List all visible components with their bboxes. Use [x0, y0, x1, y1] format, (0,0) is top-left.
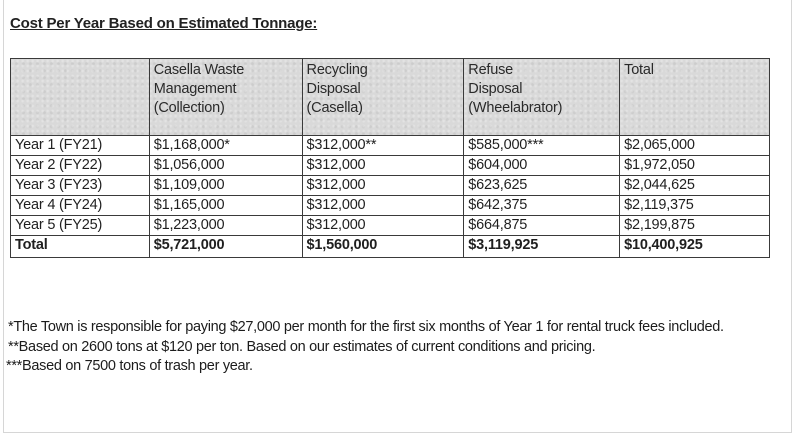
refuse-cost: $642,375 [464, 196, 620, 216]
header-line: Refuse [468, 62, 514, 78]
table-total-row [11, 236, 770, 258]
refuse-total: $3,119,925 [464, 236, 620, 258]
collection-total: $5,721,000 [149, 236, 302, 258]
recycling-cost: $312,000 [302, 216, 464, 236]
header-line: Management [153, 81, 237, 97]
year-total: $2,044,625 [620, 176, 770, 196]
header-line: Disposal [468, 81, 523, 97]
total-label: Total [11, 236, 150, 258]
header-line: (Wheelabrator) [468, 100, 563, 116]
collection-cost: $1,056,000 [149, 156, 302, 176]
header-line: Total [624, 62, 654, 78]
table-header-row [11, 59, 770, 136]
cost-table [10, 58, 770, 258]
row-label: Year 2 (FY22) [11, 156, 150, 176]
footnotes [6, 318, 786, 377]
footnote-2: **Based on 2600 tons at $120 per ton. Based on our estimates of current conditions and pricing. [8, 338, 596, 355]
recycling-cost: $312,000 [302, 196, 464, 216]
year-total: $2,065,000 [620, 136, 770, 156]
header-cell-recycling [302, 59, 464, 136]
header-line: Recycling [306, 62, 368, 78]
footnote-3: ***Based on 7500 tons of trash per year. [6, 358, 253, 374]
refuse-cost: $623,625 [464, 176, 620, 196]
refuse-cost: $585,000*** [464, 136, 620, 156]
recycling-cost: $312,000 [302, 156, 464, 176]
header-line: (Casella) [306, 100, 363, 116]
year-total: $2,199,875 [620, 216, 770, 236]
collection-cost: $1,168,000* [149, 136, 302, 156]
collection-cost: $1,223,000 [149, 216, 302, 236]
collection-cost: $1,165,000 [149, 196, 302, 216]
header-cell-collection [149, 59, 302, 136]
refuse-cost: $664,875 [464, 216, 620, 236]
year-total: $1,972,050 [620, 156, 770, 176]
header-line: Disposal [306, 81, 361, 97]
table-row [11, 176, 770, 196]
table-row [11, 216, 770, 236]
header-line: (Collection) [153, 100, 225, 116]
table-row [11, 136, 770, 156]
section-title: Cost Per Year Based on Estimated Tonnage: [10, 15, 318, 32]
table-row [11, 196, 770, 216]
recycling-cost: $312,000 [302, 176, 464, 196]
table-row [11, 156, 770, 176]
header-line: Casella Waste [153, 62, 245, 78]
row-label: Year 1 (FY21) [11, 136, 150, 156]
recycling-cost: $312,000** [302, 136, 464, 156]
footnote-1: *The Town is responsible for paying $27,000 per month for the first six months of Year 1 for rental truck fees included. [8, 319, 724, 335]
row-label: Year 3 (FY23) [11, 176, 150, 196]
header-cell-refuse [464, 59, 620, 136]
collection-cost: $1,109,000 [149, 176, 302, 196]
header-cell-total [620, 59, 770, 136]
grand-total: $10,400,925 [620, 236, 770, 258]
refuse-cost: $604,000 [464, 156, 620, 176]
row-label: Year 5 (FY25) [11, 216, 150, 236]
recycling-total: $1,560,000 [302, 236, 464, 258]
header-cell-empty [11, 59, 150, 136]
row-label: Year 4 (FY24) [11, 196, 150, 216]
year-total: $2,119,375 [620, 196, 770, 216]
